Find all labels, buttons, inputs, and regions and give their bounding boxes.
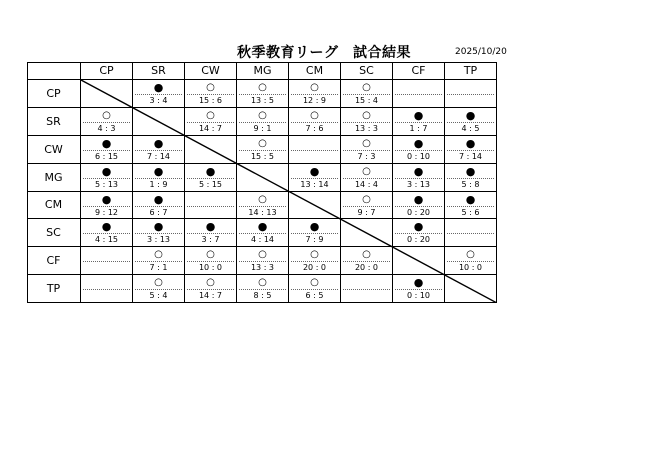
- win-mark-icon: ●: [101, 220, 112, 234]
- score-text: 5 : 6: [461, 207, 480, 217]
- score-text: 13 : 14: [300, 179, 329, 189]
- score-text: 15 : 6: [198, 96, 223, 105]
- win-mark-icon: ●: [465, 108, 476, 122]
- row-header-cf: CF: [27, 247, 81, 275]
- win-mark-icon: ●: [413, 136, 424, 150]
- loss-mark-icon: ○: [362, 249, 371, 261]
- loss-mark-icon: ○: [362, 137, 371, 149]
- column-header-cw: CW: [185, 62, 237, 80]
- win-mark-icon: ●: [153, 220, 164, 234]
- score-text: 8 : 5: [253, 291, 272, 301]
- score-text: 20 : 0: [354, 263, 379, 273]
- win-mark-icon: ●: [257, 220, 268, 234]
- win-mark-icon: ●: [413, 220, 424, 234]
- score-text: 4 : 5: [461, 123, 480, 133]
- loss-mark-icon: ○: [362, 165, 371, 177]
- score-text: 14 : 4: [354, 179, 379, 189]
- loss-mark-icon: ○: [466, 249, 475, 261]
- row-header-sc: SC: [27, 219, 81, 247]
- loss-mark-icon: ○: [206, 82, 215, 93]
- column-header-sr: SR: [133, 62, 185, 80]
- score-text: 7 : 14: [458, 151, 483, 161]
- score-text: 7 : 6: [305, 123, 324, 133]
- loss-mark-icon: ○: [310, 249, 319, 261]
- score-text: 5 : 13: [94, 179, 119, 189]
- win-mark-icon: ●: [101, 192, 112, 206]
- win-mark-icon: ●: [153, 192, 164, 206]
- loss-mark-icon: ○: [362, 109, 371, 121]
- loss-mark-icon: ○: [362, 82, 371, 93]
- score-text: 7 : 1: [149, 263, 168, 273]
- score-text: 13 : 3: [354, 123, 379, 133]
- score-text: 10 : 0: [458, 263, 483, 273]
- loss-mark-icon: ○: [102, 109, 111, 121]
- loss-mark-icon: ○: [154, 249, 163, 261]
- score-text: 3 : 13: [406, 179, 431, 189]
- score-text: 0 : 10: [406, 291, 431, 301]
- score-text: 15 : 5: [250, 151, 275, 161]
- score-text: 13 : 3: [250, 263, 275, 273]
- column-header-sc: SC: [341, 62, 393, 80]
- win-mark-icon: ●: [153, 164, 164, 178]
- score-text: 4 : 15: [94, 235, 119, 245]
- loss-mark-icon: ○: [258, 193, 267, 205]
- column-header-cf: CF: [393, 62, 445, 80]
- score-text: 9 : 12: [94, 207, 119, 217]
- score-text: 3 : 7: [201, 235, 220, 245]
- win-mark-icon: ●: [101, 136, 112, 150]
- score-text: 3 : 13: [146, 235, 171, 245]
- score-text: 6 : 5: [305, 291, 324, 301]
- loss-mark-icon: ○: [310, 109, 319, 121]
- win-mark-icon: ●: [465, 192, 476, 206]
- win-mark-icon: ●: [309, 164, 320, 178]
- score-text: 4 : 3: [97, 123, 116, 133]
- score-text: 4 : 14: [250, 235, 275, 245]
- row-header-cw: CW: [27, 136, 81, 164]
- score-text: 1 : 9: [149, 179, 168, 189]
- score-text: 9 : 1: [253, 123, 272, 133]
- row-header-sr: SR: [27, 108, 81, 136]
- win-mark-icon: ●: [413, 108, 424, 122]
- score-text: 7 : 14: [146, 151, 171, 161]
- document-date: 2025/10/20: [455, 47, 507, 57]
- win-mark-icon: ●: [205, 220, 216, 234]
- score-text: 3 : 4: [149, 96, 168, 105]
- loss-mark-icon: ○: [310, 277, 319, 289]
- column-header-mg: MG: [237, 62, 289, 80]
- score-text: 0 : 20: [406, 235, 431, 245]
- score-text: 1 : 7: [409, 123, 428, 133]
- score-text: 7 : 9: [305, 235, 324, 245]
- loss-mark-icon: ○: [258, 82, 267, 93]
- win-mark-icon: ●: [413, 276, 424, 290]
- loss-mark-icon: ○: [258, 277, 267, 289]
- row-header-mg: MG: [27, 164, 81, 192]
- score-text: 6 : 15: [94, 151, 119, 161]
- row-header-cm: CM: [27, 192, 81, 220]
- loss-mark-icon: ○: [258, 109, 267, 121]
- diagonal-stroke: [81, 80, 497, 303]
- loss-mark-icon: ○: [362, 193, 371, 205]
- win-mark-icon: ●: [153, 81, 164, 94]
- win-mark-icon: ●: [465, 164, 476, 178]
- page-title: 秋季教育リーグ 試合結果: [237, 45, 411, 61]
- row-header-cp: CP: [27, 80, 81, 108]
- score-text: 13 : 5: [250, 96, 275, 105]
- score-text: 7 : 3: [357, 151, 376, 161]
- win-mark-icon: ●: [465, 136, 476, 150]
- results-table: [27, 62, 497, 303]
- score-text: 5 : 8: [461, 179, 480, 189]
- loss-mark-icon: ○: [206, 277, 215, 289]
- score-text: 6 : 7: [149, 207, 168, 217]
- score-text: 10 : 0: [198, 263, 223, 273]
- win-mark-icon: ●: [309, 220, 320, 234]
- loss-mark-icon: ○: [310, 82, 319, 93]
- loss-mark-icon: ○: [206, 109, 215, 121]
- win-mark-icon: ●: [413, 192, 424, 206]
- score-text: 12 : 9: [302, 96, 327, 105]
- loss-mark-icon: ○: [258, 249, 267, 261]
- score-text: 14 : 7: [198, 291, 223, 301]
- loss-mark-icon: ○: [206, 249, 215, 261]
- win-mark-icon: ●: [153, 136, 164, 150]
- score-text: 14 : 7: [198, 123, 223, 133]
- column-header-tp: TP: [445, 62, 497, 80]
- column-header-cp: CP: [81, 62, 133, 80]
- win-mark-icon: ●: [205, 164, 216, 178]
- score-text: 5 : 15: [198, 179, 223, 189]
- score-text: 5 : 4: [149, 291, 168, 301]
- win-mark-icon: ●: [413, 164, 424, 178]
- win-mark-icon: ●: [101, 164, 112, 178]
- row-header-tp: TP: [27, 275, 81, 303]
- column-header-cm: CM: [289, 62, 341, 80]
- score-text: 0 : 10: [406, 151, 431, 161]
- score-text: 9 : 7: [357, 207, 376, 217]
- loss-mark-icon: ○: [154, 277, 163, 289]
- score-text: 0 : 20: [406, 207, 431, 217]
- loss-mark-icon: ○: [258, 137, 267, 149]
- score-text: 15 : 4: [354, 96, 379, 105]
- diagonal-line: [27, 62, 497, 303]
- score-text: 14 : 13: [248, 207, 277, 217]
- score-text: 20 : 0: [302, 263, 327, 273]
